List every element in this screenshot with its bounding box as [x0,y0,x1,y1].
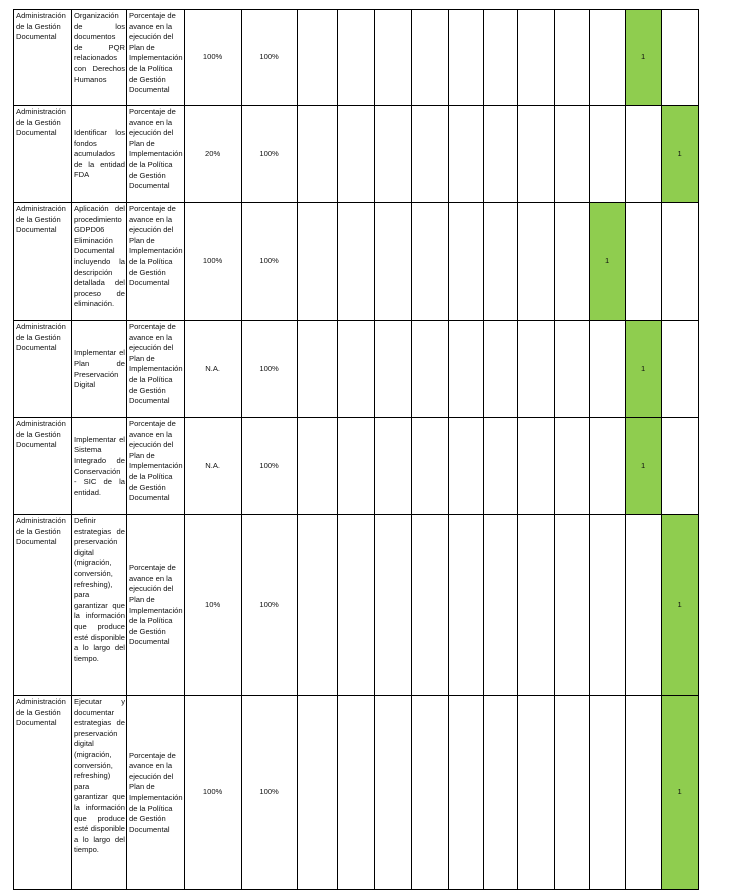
schedule-cell [483,418,517,515]
schedule-cell [411,696,448,890]
schedule-cell [589,515,625,696]
schedule-cell [374,203,411,321]
schedule-cell [411,106,448,203]
schedule-cell [589,321,625,418]
schedule-cell [297,106,337,203]
schedule-cell [374,418,411,515]
schedule-cell [554,106,589,203]
schedule-marker-cell: 1 [625,418,661,515]
schedule-cell [554,203,589,321]
schedule-cell [337,203,374,321]
schedule-cell [625,696,661,890]
schedule-cell [297,515,337,696]
schedule-cell [448,696,483,890]
indicator-cell: Porcentaje de avance en la ejecución del Plan de Implementación de la Política de Gestión Documental [127,106,185,203]
schedule-cell [337,515,374,696]
progress-cell: N.A. [184,321,241,418]
indicator-cell: Porcentaje de avance en la ejecución del Plan de Implementación de la Política de Gestión Documental [127,515,185,696]
target-cell: 100% [241,106,297,203]
schedule-cell [483,321,517,418]
table-row [14,418,699,515]
target-cell: 100% [241,203,297,321]
schedule-cell [589,10,625,106]
schedule-cell [337,106,374,203]
schedule-cell [517,10,554,106]
schedule-cell [337,10,374,106]
indicator-cell: Porcentaje de avance en la ejecución del Plan de Implementación de la Política de Gestión Documental [127,203,185,321]
schedule-cell [448,321,483,418]
activity-cell: Implementar el Plan de Preservación Digital [72,321,127,418]
schedule-cell [448,106,483,203]
schedule-cell [589,418,625,515]
schedule-cell [297,418,337,515]
schedule-cell [483,106,517,203]
activity-cell: Ejecutar y documentar estrategias de preservación digital (migración, conversión, refreshing) para garantizar que la información que produce esté disponible a lo largo del tiempo. [72,696,127,890]
schedule-cell [337,321,374,418]
table-row [14,10,699,106]
schedule-cell [448,203,483,321]
schedule-cell [517,696,554,890]
plan-table [13,9,699,890]
schedule-cell [297,10,337,106]
schedule-cell [483,515,517,696]
schedule-marker-cell: 1 [661,515,698,696]
schedule-cell [589,106,625,203]
schedule-cell [297,321,337,418]
schedule-cell [411,203,448,321]
schedule-cell [625,203,661,321]
category-cell: Administración de la Gestión Documental [14,321,72,418]
table-row [14,696,699,890]
schedule-cell [661,10,698,106]
progress-cell: 100% [184,696,241,890]
schedule-cell [483,696,517,890]
schedule-cell [554,696,589,890]
target-cell: 100% [241,515,297,696]
schedule-cell [517,321,554,418]
schedule-cell [411,515,448,696]
schedule-marker-cell: 1 [589,203,625,321]
progress-cell: 100% [184,203,241,321]
target-cell: 100% [241,10,297,106]
schedule-cell [483,203,517,321]
schedule-cell [448,418,483,515]
schedule-cell [661,203,698,321]
schedule-cell [554,321,589,418]
progress-cell: 10% [184,515,241,696]
activity-cell: Identificar los fondos acumulados de la entidad FDA [72,106,127,203]
table-row [14,321,699,418]
schedule-cell [661,321,698,418]
schedule-cell [374,696,411,890]
schedule-cell [374,321,411,418]
schedule-cell [411,418,448,515]
activity-cell: Aplicación del procedimiento GDPD06 Eliminación Documental incluyendo la descripción detallada del proceso de eliminación. [72,203,127,321]
schedule-cell [554,10,589,106]
category-cell: Administración de la Gestión Documental [14,418,72,515]
schedule-cell [337,418,374,515]
activity-cell: Organización de los documentos de PQR relacionados con Derechos Humanos [72,10,127,106]
schedule-cell [554,515,589,696]
schedule-cell [483,10,517,106]
schedule-cell [661,418,698,515]
schedule-cell [297,203,337,321]
schedule-cell [337,696,374,890]
schedule-marker-cell: 1 [661,696,698,890]
activity-cell: Definir estrategias de preservación digital (migración, conversión, refreshing), para garantizar que la información que produce esté disponible a lo largo del tiempo. [72,515,127,696]
table-row [14,515,699,696]
schedule-marker-cell: 1 [625,321,661,418]
indicator-cell: Porcentaje de avance en la ejecución del Plan de Implementación de la Política de Gestión Documental [127,696,185,890]
schedule-cell [374,10,411,106]
category-cell: Administración de la Gestión Documental [14,10,72,106]
table-body [14,10,699,890]
target-cell: 100% [241,321,297,418]
schedule-cell [374,515,411,696]
schedule-cell [517,515,554,696]
indicator-cell: Porcentaje de avance en la ejecución del Plan de Implementación de la Política de Gestión Documental [127,10,185,106]
activity-cell: Implementar el Sistema Integrado de Conservación - SIC de la entidad. [72,418,127,515]
schedule-marker-cell: 1 [625,10,661,106]
category-cell: Administración de la Gestión Documental [14,106,72,203]
schedule-cell [517,203,554,321]
schedule-cell [448,10,483,106]
target-cell: 100% [241,696,297,890]
progress-cell: N.A. [184,418,241,515]
table-row [14,203,699,321]
schedule-cell [625,106,661,203]
schedule-cell [448,515,483,696]
indicator-cell: Porcentaje de avance en la ejecución del Plan de Implementación de la Política de Gestión Documental [127,418,185,515]
schedule-cell [297,696,337,890]
category-cell: Administración de la Gestión Documental [14,696,72,890]
schedule-cell [411,321,448,418]
schedule-cell [554,418,589,515]
table-row [14,106,699,203]
target-cell: 100% [241,418,297,515]
schedule-cell [517,418,554,515]
schedule-cell [625,515,661,696]
schedule-cell [517,106,554,203]
schedule-cell [374,106,411,203]
indicator-cell: Porcentaje de avance en la ejecución del Plan de Implementación de la Política de Gestión Documental [127,321,185,418]
schedule-marker-cell: 1 [661,106,698,203]
progress-cell: 100% [184,10,241,106]
schedule-cell [589,696,625,890]
category-cell: Administración de la Gestión Documental [14,203,72,321]
schedule-cell [411,10,448,106]
progress-cell: 20% [184,106,241,203]
category-cell: Administración de la Gestión Documental [14,515,72,696]
